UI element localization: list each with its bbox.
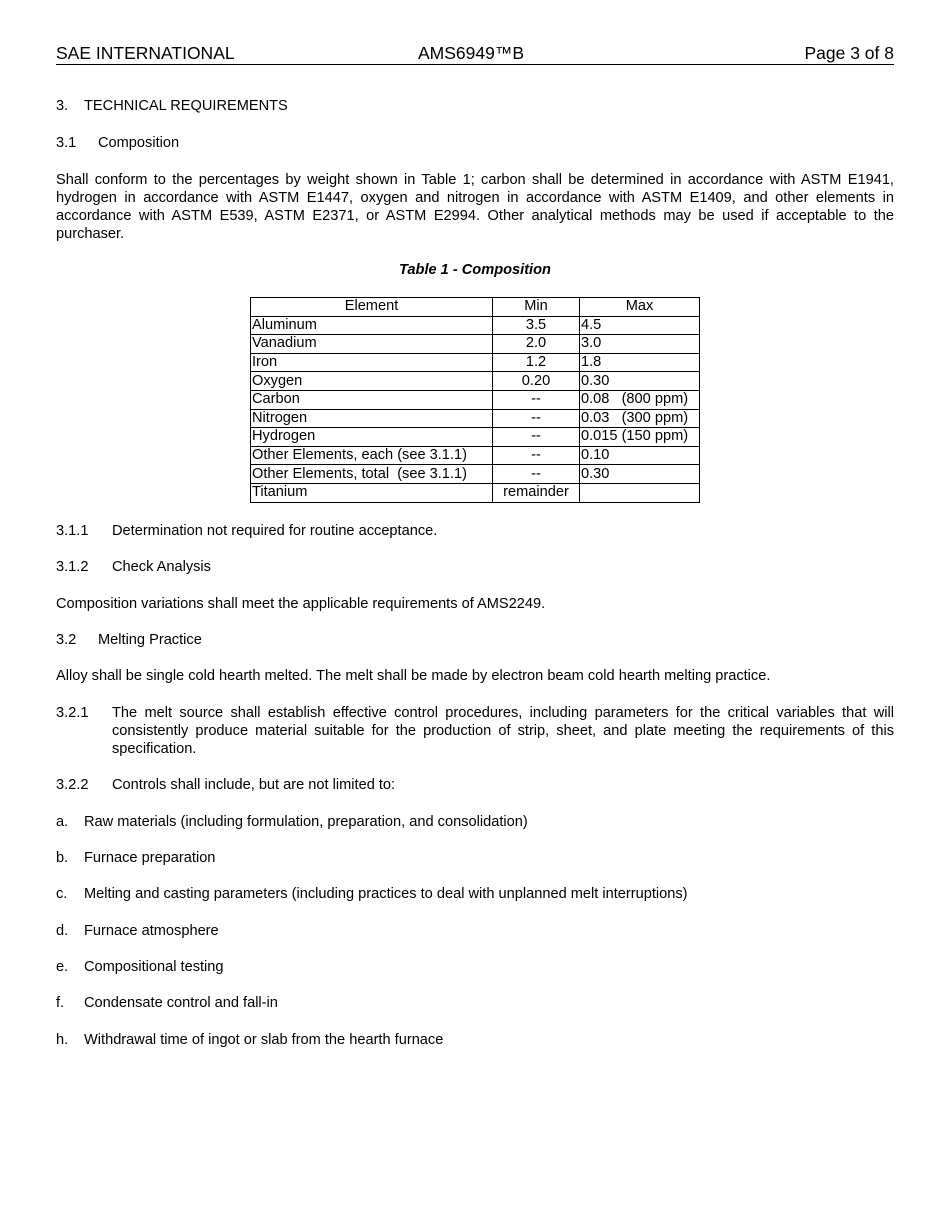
- section-title: Melting Practice: [98, 632, 202, 648]
- min-cell: --: [493, 409, 580, 428]
- max-cell: 4.5: [580, 316, 700, 335]
- element-cell: Carbon: [251, 390, 493, 409]
- min-cell: 1.2: [493, 353, 580, 372]
- section-text: Determination not required for routine acceptance.: [112, 523, 438, 539]
- table-row: [251, 409, 700, 428]
- header-max: Max: [580, 298, 700, 317]
- section-3-2-text: Alloy shall be single cold hearth melted. The melt shall be made by electron beam cold hearth melting practice.: [56, 668, 771, 684]
- list-item: [56, 849, 215, 867]
- max-cell: [580, 483, 700, 502]
- table-row: [251, 335, 700, 354]
- section-3-1-2-text: Composition variations shall meet the applicable requirements of AMS2249.: [56, 596, 546, 612]
- header-page-number: Page 3 of 8: [804, 43, 894, 63]
- section-number: 3.2.2: [56, 777, 89, 793]
- section-text: The melt source shall establish effective control procedures, including parameters for the critical variables that will consistently produce material suitable for the production of strip, sheet, and plate meeting the requirements of this specification.: [112, 705, 894, 757]
- max-cell: 0.10: [580, 446, 700, 465]
- list-item: [56, 885, 688, 903]
- list-letter: d.: [56, 923, 69, 939]
- table-caption: Table 1 - Composition: [399, 262, 551, 278]
- header-min: Min: [493, 298, 580, 317]
- table-row: [251, 372, 700, 391]
- min-cell: --: [493, 390, 580, 409]
- element-cell: Other Elements, total (see 3.1.1): [251, 465, 493, 484]
- section-3-1-text: Shall conform to the percentages by weight shown in Table 1; carbon shall be determined in accordance with ASTM E1941, hydrogen in accordance with ASTM E1447, oxygen and nitrogen in accordance with ASTM E1409, and other elements in accordance with ASTM E539, ASTM E2371, or ASTM E2994. Other analytical methods may be used if acceptable to the purchaser.: [56, 172, 894, 242]
- section-title: TECHNICAL REQUIREMENTS: [84, 98, 288, 114]
- min-cell: --: [493, 428, 580, 447]
- table-row: [251, 465, 700, 484]
- section-title: Check Analysis: [112, 559, 211, 575]
- list-letter: c.: [56, 886, 68, 902]
- min-cell: 3.5: [493, 316, 580, 335]
- table-row: [251, 483, 700, 502]
- element-cell: Iron: [251, 353, 493, 372]
- max-cell: 1.8: [580, 353, 700, 372]
- table-row: [251, 353, 700, 372]
- section-3-1-2-heading: [56, 558, 211, 576]
- list-item: [56, 958, 224, 976]
- composition-table: [250, 297, 700, 503]
- element-cell: Vanadium: [251, 335, 493, 354]
- element-cell: Titanium: [251, 483, 493, 502]
- section-3-1-1: [56, 522, 437, 540]
- list-item: [56, 1031, 443, 1049]
- element-cell: Aluminum: [251, 316, 493, 335]
- table-row: [251, 446, 700, 465]
- list-text: Furnace preparation: [84, 850, 216, 866]
- element-cell: Oxygen: [251, 372, 493, 391]
- list-letter: e.: [56, 959, 69, 975]
- list-letter: b.: [56, 850, 69, 866]
- section-3-2-2: [56, 776, 395, 794]
- table-row: [251, 316, 700, 335]
- max-cell: 0.03 (300 ppm): [580, 409, 700, 428]
- list-text: Furnace atmosphere: [84, 923, 219, 939]
- min-cell: remainder: [493, 483, 580, 502]
- header-element: Element: [251, 298, 493, 317]
- max-cell: 0.015 (150 ppm): [580, 428, 700, 447]
- max-cell: 3.0: [580, 335, 700, 354]
- max-cell: 0.30: [580, 465, 700, 484]
- table-row: [251, 390, 700, 409]
- page-header: [56, 43, 894, 65]
- section-number: 3.2: [56, 632, 77, 648]
- section-number: 3.1.2: [56, 559, 89, 575]
- list-letter: f.: [56, 995, 65, 1011]
- section-number: 3.2.1: [56, 705, 89, 721]
- section-3-2-heading: [56, 631, 202, 649]
- section-title: Composition: [98, 135, 180, 151]
- section-3-heading: [56, 97, 288, 115]
- list-letter: h.: [56, 1032, 69, 1048]
- section-number: 3.1.1: [56, 523, 89, 539]
- element-cell: Other Elements, each (see 3.1.1): [251, 446, 493, 465]
- element-cell: Nitrogen: [251, 409, 493, 428]
- min-cell: --: [493, 465, 580, 484]
- list-text: Melting and casting parameters (including practices to deal with unplanned melt interruptions): [84, 886, 688, 902]
- list-item: [56, 994, 278, 1012]
- section-text: Controls shall include, but are not limited to:: [112, 777, 396, 793]
- section-number: 3.1: [56, 135, 77, 151]
- max-cell: 0.08 (800 ppm): [580, 390, 700, 409]
- table-row: [251, 428, 700, 447]
- list-item: [56, 922, 219, 940]
- header-doc-id: AMS6949™B: [418, 43, 525, 63]
- section-3-1-heading: [56, 134, 179, 152]
- element-cell: Hydrogen: [251, 428, 493, 447]
- table-header-row: [251, 298, 700, 317]
- min-cell: 0.20: [493, 372, 580, 391]
- min-cell: 2.0: [493, 335, 580, 354]
- list-text: Compositional testing: [84, 959, 224, 975]
- section-number: 3.: [56, 98, 69, 114]
- list-item: [56, 813, 528, 831]
- list-text: Raw materials (including formulation, preparation, and consolidation): [84, 814, 528, 830]
- list-letter: a.: [56, 814, 69, 830]
- header-org: SAE INTERNATIONAL: [56, 43, 235, 63]
- list-text: Withdrawal time of ingot or slab from the hearth furnace: [84, 1032, 444, 1048]
- section-3-2-1: [56, 704, 894, 758]
- list-text: Condensate control and fall-in: [84, 995, 278, 1011]
- min-cell: --: [493, 446, 580, 465]
- max-cell: 0.30: [580, 372, 700, 391]
